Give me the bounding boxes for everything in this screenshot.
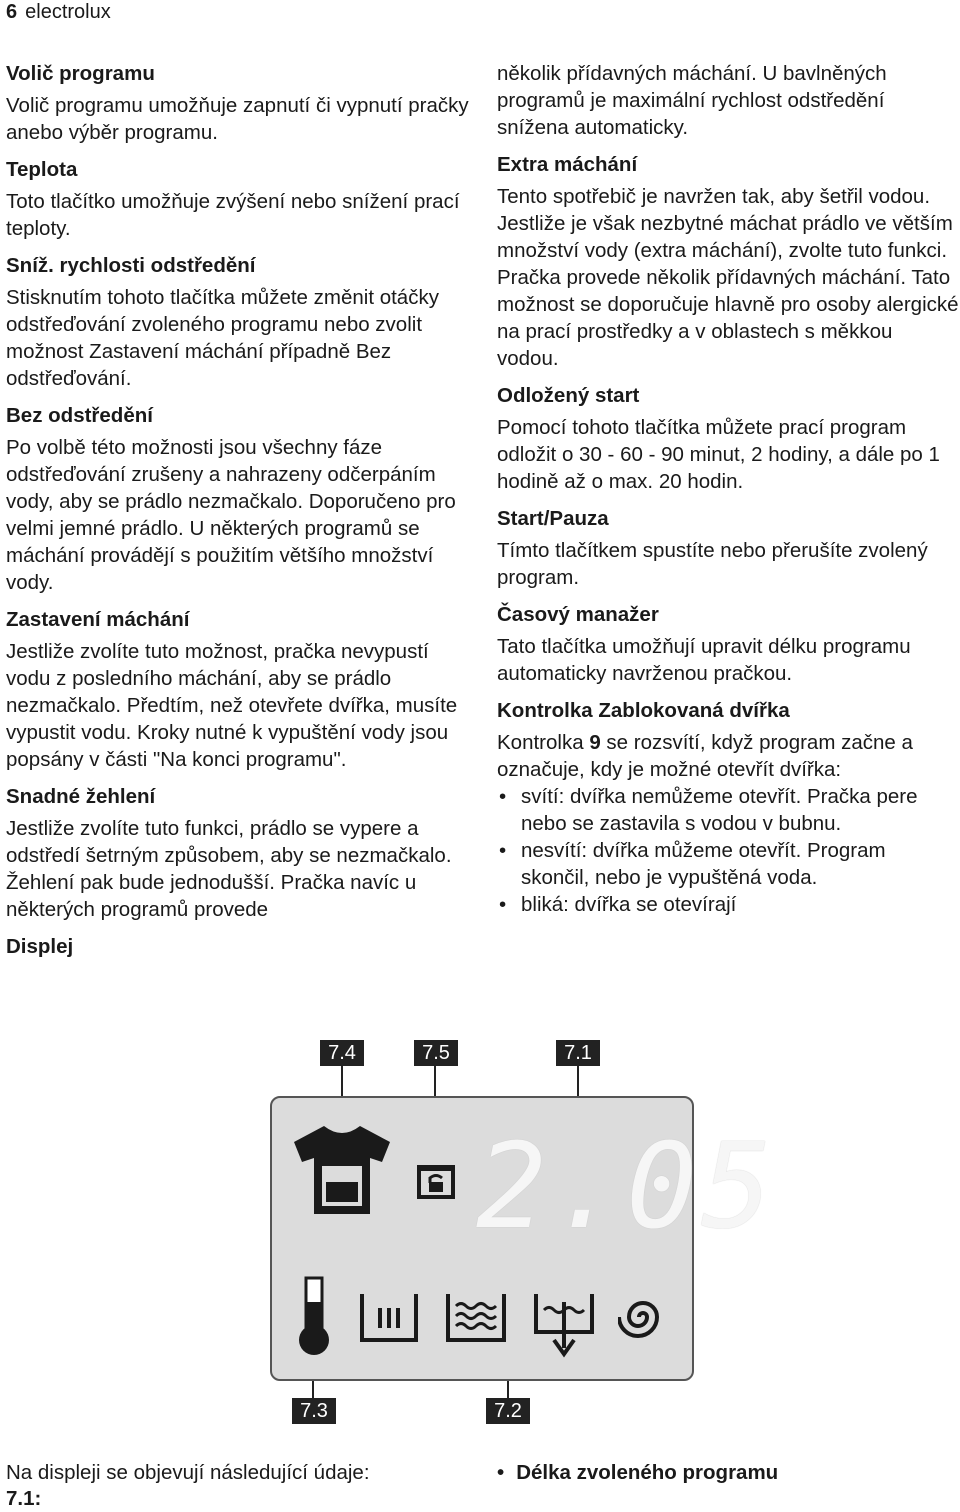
section-title-temperature: Teplota — [6, 158, 78, 181]
label-7-3: 7.3 — [292, 1398, 336, 1424]
right-column — [497, 60, 959, 918]
list-item: • svítí: dvířka nemůžeme otevřít. Pračka pere nebo se zastavila s vodou v bubnu. — [497, 783, 959, 837]
lock-icon — [415, 1163, 457, 1201]
rinse-icon — [444, 1290, 508, 1346]
section-title-program-selector: Volič programu — [6, 62, 155, 85]
section-title-no-spin: Bez odstředění — [6, 404, 153, 427]
time-display: 2.05 — [476, 1117, 777, 1255]
section-title-spin-reduction: Sníž. rychlosti odstředění — [6, 254, 256, 277]
section-title-time-manager: Časový manažer — [497, 603, 659, 626]
rinse-hold-icon — [532, 1282, 596, 1362]
label-7-1: 7.1 — [556, 1040, 600, 1066]
list-item: • nesvítí: dvířka můžeme otevřít. Program skončil, nebo je vypuštěná voda. — [497, 837, 959, 891]
label-7-2: 7.2 — [486, 1398, 530, 1424]
display-info-label: 7.1: — [6, 1487, 42, 1510]
display-diagram — [0, 1030, 960, 1430]
section-text-spin-reduction: Stisknutím tohoto tlačítka můžete změnit otáčky odstřeďování zvoleného programu nebo zvolit možnost Zastavení máchání případně Bez odstřeďování. — [6, 286, 439, 390]
section-title-start-pause: Start/Pauza — [497, 507, 609, 530]
section-title-door-lock: Kontrolka Zablokovaná dvířka — [497, 699, 790, 722]
label-7-4: 7.4 — [320, 1040, 364, 1066]
left-column — [6, 60, 472, 965]
spin-icon — [618, 1292, 668, 1342]
wash-icon — [358, 1290, 420, 1346]
indicator-number: 9 — [589, 731, 601, 754]
display-info-text: Na displeji se objevují následující údaje: — [6, 1461, 370, 1484]
brand-name: electrolux — [25, 1, 111, 23]
section-title-easy-iron: Snadné žehlení — [6, 785, 156, 808]
page-number: 6 — [6, 1, 18, 23]
section-text-temperature: Toto tlačítko umožňuje zvýšení nebo snížení prací teploty. — [6, 190, 460, 240]
section-text-rinse-hold: Jestliže zvolíte tuto možnost, pračka nevypustí vodu z posledního máchání, aby se prádlo nezmačkalo. Předtím, než otevřete dvířka, musíte vypustit vodu. Kroky nutné k vypuštění vody jsou popsány v části "Na konci programu". — [6, 640, 458, 771]
thermometer-icon — [296, 1276, 332, 1360]
section-text-program-selector: Volič programu umožňuje zapnutí či vypnutí pračky anebo výběr programu. — [6, 94, 469, 144]
section-title-display: Displej — [6, 935, 74, 958]
label-7-5: 7.5 — [414, 1040, 458, 1066]
section-text-time-manager: Tato tlačítka umožňují upravit délku programu automaticky navrženou pračkou. — [497, 635, 911, 685]
section-text-door-lock: Kontrolka 9 se rozsvítí, když program začne a označuje, kdy je možné otevřít dvířka: — [497, 731, 913, 781]
section-text-no-spin: Po volbě této možnosti jsou všechny fáze odstřeďování zrušeny a nahrazeny odčerpáním vody, aby se prádlo nezmačkalo. Doporučeno pro velmi jemné prádlo. U některých programů se máchání provádějí s použitím většího množství vody. — [6, 436, 456, 594]
section-text-extra-rinse: Tento spotřebič je navržen tak, aby šetřil vodou. Jestliže je však nezbytné máchat prádlo ve větším množství vody (extra máchání), zvolte tuto funkci. Pračka provede několik přídavných máchání. Tato možnost se doporučuje hlavně pro osoby alergické na prací prostředky a v oblastech s měkkou vodou. — [497, 185, 959, 370]
section-text-delay-start: Pomocí tohoto tlačítka můžete prací program odložit o 30 - 60 - 90 minut, 2 hodiny, a dále po 1 hodině až o max. 20 hodin. — [497, 416, 940, 493]
section-title-extra-rinse: Extra máchání — [497, 153, 638, 176]
list-item: • bliká: dvířka se otevírají — [497, 891, 959, 918]
section-title-delay-start: Odložený start — [497, 384, 640, 407]
door-lock-states-list — [497, 783, 959, 918]
display-info-item — [497, 1460, 778, 1486]
section-text-easy-iron: Jestliže zvolíte tuto funkci, prádlo se vypere a odstředí šetrným způsobem, aby se nezmačkalo. Žehlení pak bude jednodušší. Pračka navíc u některých programů provede — [6, 817, 452, 921]
section-title-rinse-hold: Zastavení máchání — [6, 608, 190, 631]
display-info-item-text: Délka zvoleného programu — [516, 1461, 779, 1484]
shirt-icon — [290, 1122, 394, 1218]
display-info-intro — [6, 1460, 370, 1512]
bullet-icon: • — [497, 1461, 505, 1484]
page-header — [6, 0, 111, 24]
section-text-start-pause: Tímto tlačítkem spustíte nebo přerušíte zvolený program. — [497, 539, 928, 589]
section-text-continued: několik přídavných máchání. U bavlněných programů je maximální rychlost odstředění snížena automaticky. — [497, 62, 887, 139]
